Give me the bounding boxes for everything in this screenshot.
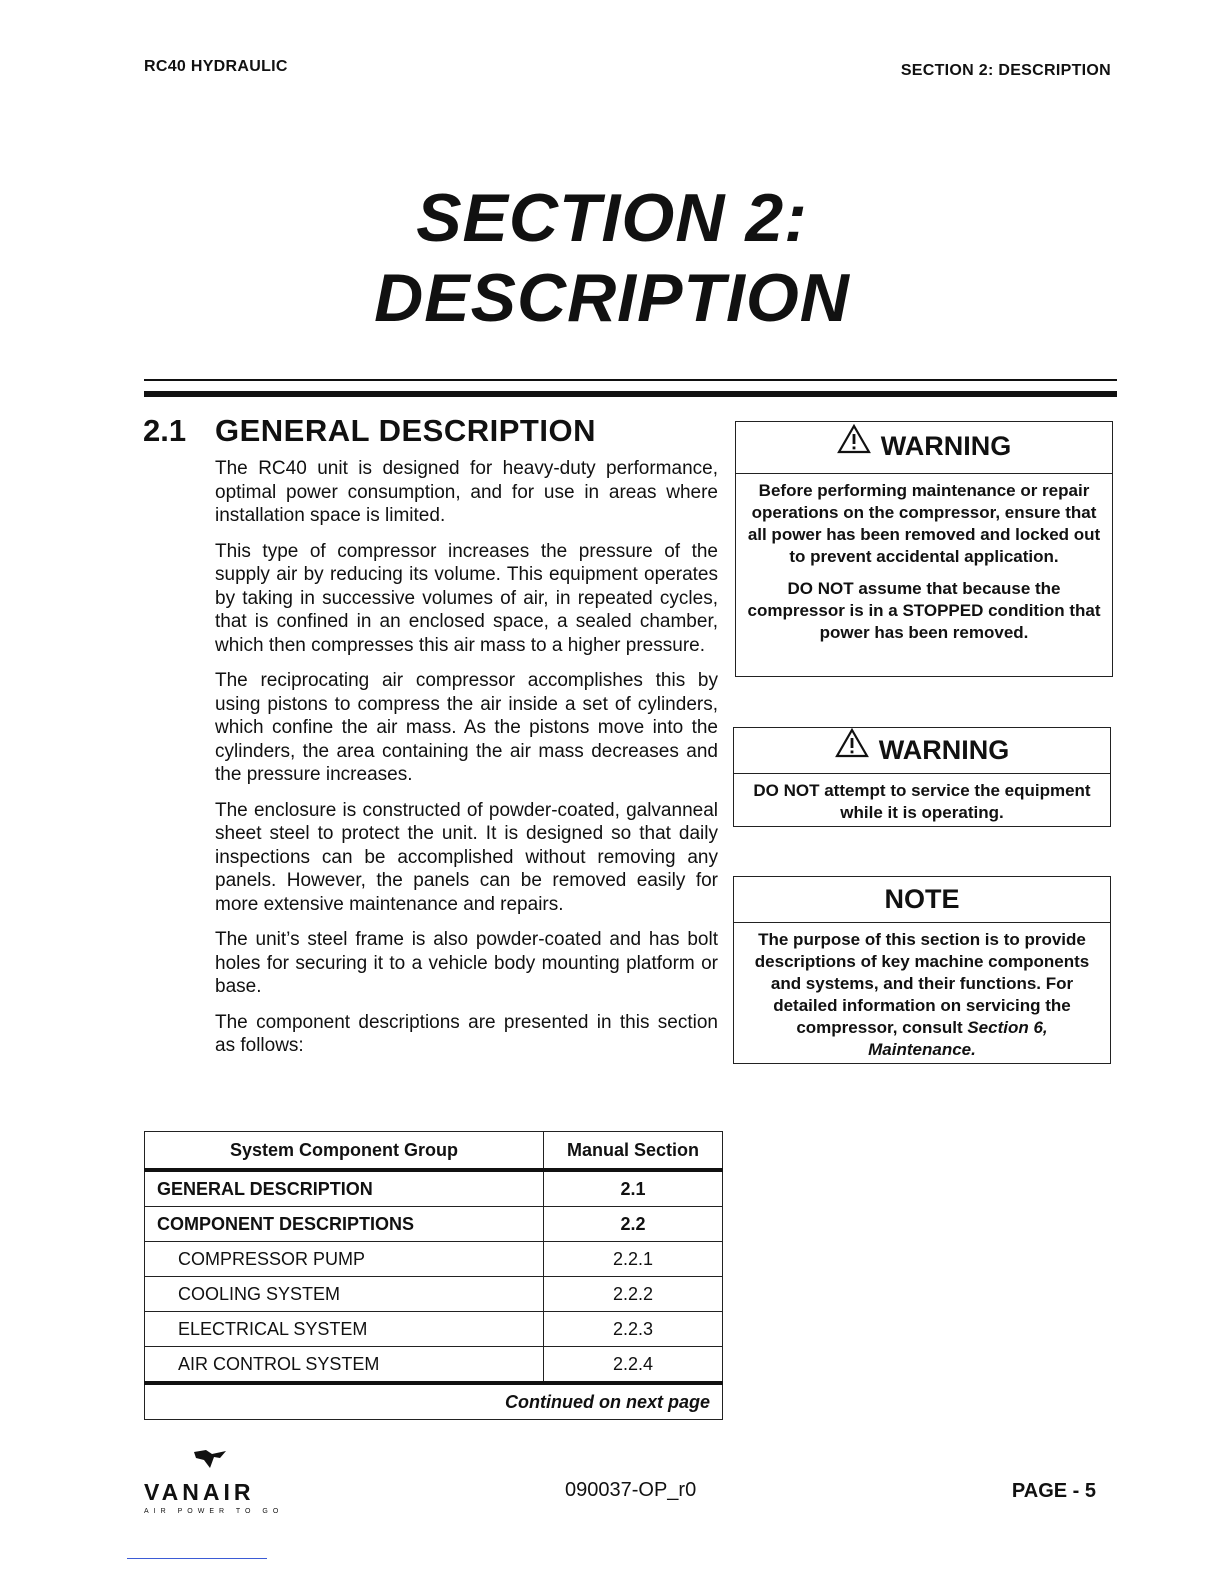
table-row (145, 1170, 723, 1207)
note-text-main: The purpose of this section is to provide descriptions of key machine components and systems, and their functions. For detailed information on servicing the compressor, consult (754, 930, 1090, 1037)
body-paragraph: The RC40 unit is designed for heavy-duty performance, optimal power consumption, and for use in areas where installation space is limited. (215, 458, 718, 526)
vanair-logo (144, 1448, 283, 1515)
page-title (0, 178, 1224, 338)
section-body (215, 457, 718, 1070)
warning-title: WARNING (878, 735, 1010, 765)
warning-text: DO NOT attempt to service the equipment while it is operating. (753, 781, 1091, 822)
table-row (145, 1312, 723, 1347)
table-row (145, 1277, 723, 1312)
logo-wordmark: VANAIR (144, 1479, 255, 1505)
body-paragraph: The enclosure is constructed of powder-coated, galvanneal sheet steel to protect the unit. It is designed so that daily inspections can be accomplished without removing any panels. However, the panels can be removed easily for more extensive maintenance and repairs. (215, 799, 718, 915)
table-header-row (145, 1132, 723, 1171)
page-number: PAGE - 5 (1011, 1480, 1096, 1502)
note-box (733, 876, 1111, 1064)
table-cell-group: GENERAL DESCRIPTION (145, 1170, 544, 1207)
page-title-line-2: DESCRIPTION (374, 260, 850, 336)
warning-triangle-icon (835, 727, 869, 771)
document-number: 090037-OP_r0 (565, 1479, 697, 1501)
table-cell-section: 2.2.3 (544, 1312, 723, 1347)
table-cell-group: AIR CONTROL SYSTEM (145, 1347, 544, 1384)
note-text (744, 929, 1100, 1061)
warning-triangle-icon (837, 421, 871, 469)
table-cell-section: 2.2.4 (544, 1347, 723, 1384)
table-cell-group: COMPONENT DESCRIPTIONS (145, 1207, 544, 1242)
note-title: NOTE (884, 884, 960, 914)
component-table (144, 1131, 723, 1420)
table-row (145, 1242, 723, 1277)
warning-box-body (734, 774, 1110, 830)
note-box-header (734, 877, 1110, 923)
section-heading: GENERAL DESCRIPTION (215, 413, 596, 448)
warning-text: DO NOT assume that because the compressor is in a STOPPED condition that power has been removed. (747, 579, 1101, 642)
table-cell-section: 2.2 (544, 1207, 723, 1242)
warning-box-operating (733, 727, 1111, 827)
note-box-body (734, 923, 1110, 1067)
warning-box-header (736, 422, 1112, 474)
title-divider-thick (144, 391, 1117, 397)
warning-box-body (736, 474, 1112, 650)
logo-tagline: AIR POWER TO GO (144, 1508, 284, 1515)
table-header-group: System Component Group (145, 1132, 544, 1171)
table-cell-section: 2.2.1 (544, 1242, 723, 1277)
warning-title: WARNING (880, 431, 1012, 461)
vanair-emblem-icon (192, 1448, 283, 1475)
table-continued-row (145, 1383, 723, 1420)
table-continued-note: Continued on next page (145, 1383, 723, 1420)
warning-box-header (734, 728, 1110, 774)
page-title-line-1: SECTION 2: (416, 180, 808, 256)
title-divider-thin (144, 379, 1117, 381)
table-row (145, 1347, 723, 1384)
table-cell-section: 2.2.2 (544, 1277, 723, 1312)
section-number: 2.1 (143, 413, 187, 448)
table-cell-group: COOLING SYSTEM (145, 1277, 544, 1312)
body-paragraph: The unit’s steel frame is also powder-coated and has bolt holes for securing it to a vehicle body mounting platform or base. (215, 929, 718, 997)
table-cell-group: ELECTRICAL SYSTEM (145, 1312, 544, 1347)
warning-text: Before performing maintenance or repair operations on the compressor, ensure that all power has been removed and locked out to prevent accidental application. (747, 481, 1101, 566)
bottom-divider (127, 1558, 267, 1559)
table-row (145, 1207, 723, 1242)
table-cell-group: COMPRESSOR PUMP (145, 1242, 544, 1277)
table-header-section: Manual Section (544, 1132, 723, 1171)
note-reference: Maintenance. (868, 1040, 976, 1059)
header-section-name: SECTION 2: DESCRIPTION (900, 62, 1111, 79)
body-paragraph: The component descriptions are presented in this section as follows: (215, 1011, 718, 1056)
body-paragraph: This type of compressor increases the pressure of the supply air by reducing its volume. This equipment operates by taking in successive volumes of air, in repeated cycles, that is confined in an enclosed space, a sealed chamber, which then compresses this air mass to a higher pressure. (215, 540, 718, 656)
header-product-name: RC40 HYDRAULIC (144, 58, 288, 75)
table-cell-section: 2.1 (544, 1170, 723, 1207)
note-reference: Section 6, (967, 1018, 1048, 1037)
warning-box-power (735, 421, 1113, 677)
body-paragraph: The reciprocating air compressor accomplishes this by using pistons to compress the air inside a set of cylinders, which confine the air mass. As the pistons move into the cylinders, the area containing the air mass decreases and the pressure increases. (215, 670, 718, 785)
